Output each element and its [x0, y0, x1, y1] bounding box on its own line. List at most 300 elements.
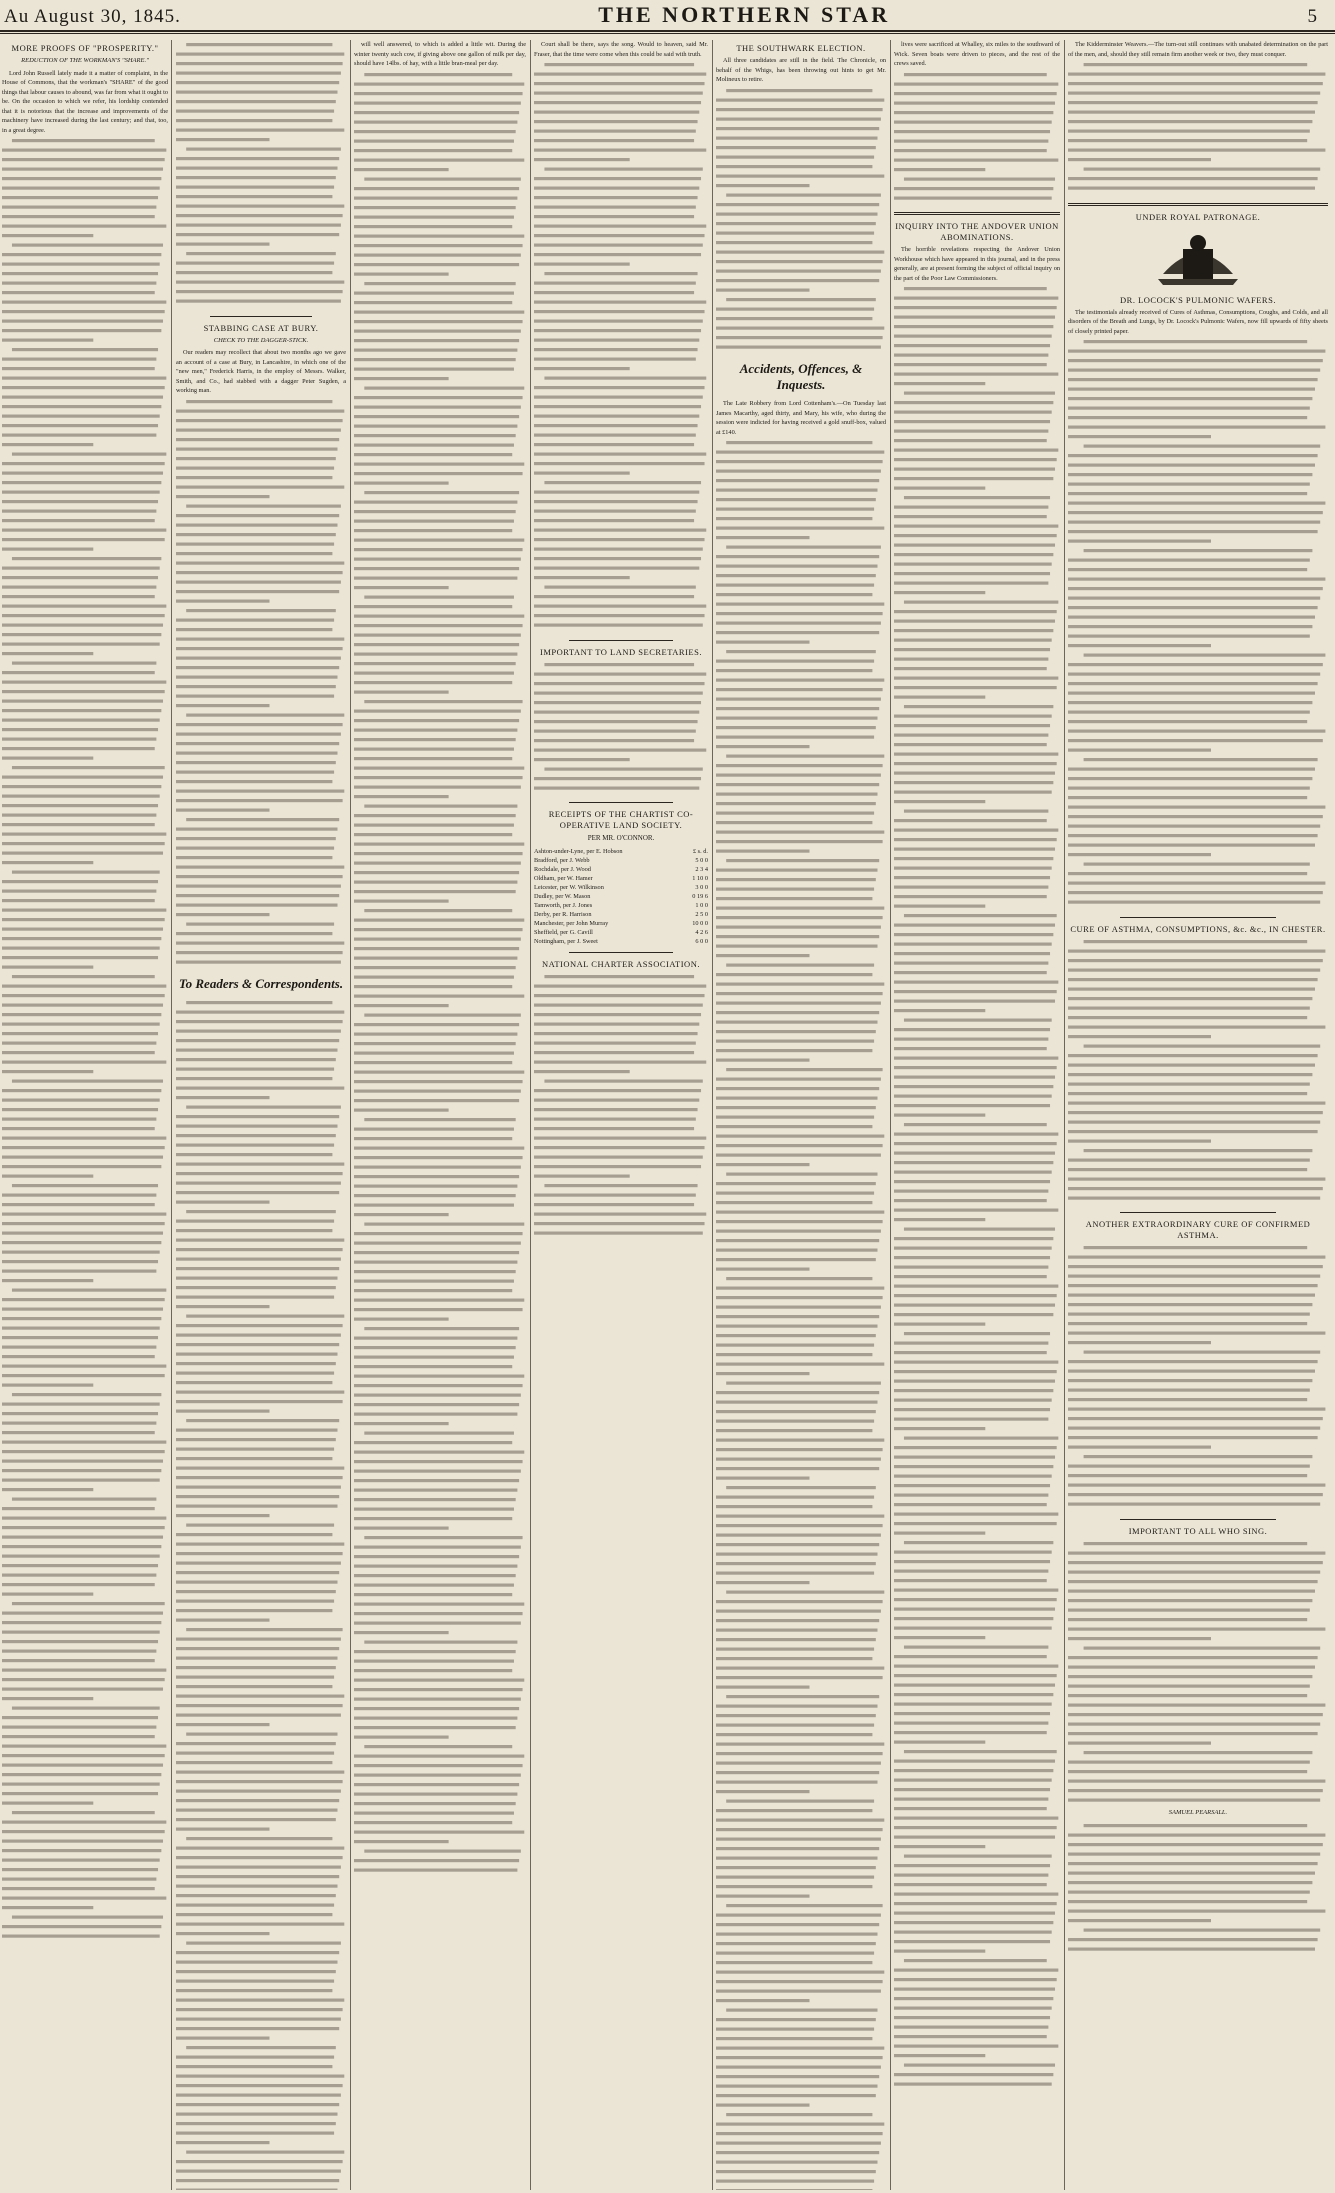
text-line	[2, 652, 93, 655]
text-line	[716, 451, 884, 454]
text-line	[716, 1876, 874, 1879]
text-line	[354, 1507, 514, 1510]
text-texture	[1068, 937, 1328, 1203]
text-line	[894, 1190, 1048, 1193]
text-line	[716, 1249, 878, 1252]
column-divider	[712, 40, 713, 2190]
text-line	[1068, 692, 1315, 695]
text-line	[2, 529, 166, 532]
text-line	[716, 1600, 883, 1603]
text-line	[354, 1441, 512, 1444]
column-divider	[350, 40, 351, 2190]
text-texture	[176, 40, 346, 306]
text-line	[1068, 949, 1325, 952]
text-line	[1068, 407, 1310, 410]
text-line	[176, 941, 344, 944]
text-line	[894, 111, 1053, 114]
text-line	[176, 761, 336, 764]
text-line	[12, 1498, 156, 1501]
text-line	[716, 1847, 879, 1850]
text-line	[894, 1294, 1057, 1297]
text-line	[534, 1146, 705, 1149]
text-line	[894, 168, 985, 171]
text-line	[2, 1327, 160, 1330]
text-line	[1068, 149, 1325, 152]
text-line	[716, 1496, 874, 1499]
text-line	[176, 72, 341, 75]
text-line	[894, 401, 1053, 404]
text-line	[716, 1562, 876, 1565]
text-line	[1068, 806, 1325, 809]
text-line	[354, 149, 512, 152]
text-line	[2, 339, 93, 342]
text-line	[354, 253, 521, 256]
text-line	[176, 675, 338, 678]
text-line	[354, 1517, 512, 1520]
text-line	[2, 1612, 163, 1615]
text-line	[2, 1099, 160, 1102]
text-line	[354, 1564, 517, 1567]
receipt-source: Bradford, per J. Webb	[534, 856, 590, 864]
text-line	[354, 377, 449, 380]
text-line	[12, 1707, 160, 1710]
text-line	[2, 415, 160, 418]
text-line	[354, 842, 524, 845]
text-line	[534, 605, 706, 608]
text-line	[894, 325, 1053, 328]
text-line	[176, 271, 332, 274]
text-line	[716, 479, 879, 482]
text-line	[176, 913, 270, 916]
text-line	[716, 1192, 874, 1195]
text-line	[2, 519, 155, 522]
text-line	[12, 139, 155, 142]
text-line	[1068, 350, 1325, 353]
text-line	[2, 1450, 165, 1453]
text-line	[534, 777, 701, 780]
text-line	[894, 92, 1057, 95]
text-line	[2, 576, 158, 579]
text-line	[176, 1562, 341, 1565]
receipt-source: Manchester, per John Murray	[534, 919, 609, 927]
text-line	[894, 525, 1058, 528]
text-line	[726, 1695, 879, 1698]
text-line	[354, 301, 512, 304]
text-line	[354, 576, 517, 579]
text-line	[894, 1551, 1052, 1554]
text-line	[2, 149, 166, 152]
text-line	[2, 586, 156, 589]
text-line	[354, 899, 449, 902]
text-line	[894, 1712, 1050, 1715]
text-line	[176, 1011, 344, 1014]
text-line	[2, 1308, 163, 1311]
text-line	[354, 871, 519, 874]
text-line	[354, 1555, 519, 1558]
text-line	[1068, 454, 1318, 457]
text-line	[894, 1722, 1048, 1725]
text-texture	[894, 284, 1060, 2089]
text-line	[176, 1239, 344, 1242]
text-line	[176, 2179, 339, 2182]
text-line	[904, 1541, 1053, 1544]
text-line	[354, 633, 521, 636]
text-line	[176, 233, 339, 236]
text-line	[354, 1479, 519, 1482]
text-line	[1068, 530, 1318, 533]
text-line	[894, 582, 1048, 585]
text-line	[894, 534, 1057, 537]
text-line	[534, 310, 705, 313]
text-line	[534, 1203, 694, 1206]
text-line	[354, 1156, 523, 1159]
text-line	[354, 757, 512, 760]
text-line	[364, 595, 514, 598]
text-line	[894, 1408, 1050, 1411]
text-line	[354, 985, 512, 988]
text-line	[354, 1678, 524, 1681]
text-line	[716, 117, 881, 120]
text-line	[1068, 720, 1307, 723]
text-line	[176, 129, 344, 132]
text-line	[2, 187, 160, 190]
text-line	[894, 2073, 1053, 2076]
text-line	[354, 462, 524, 465]
text-line	[716, 1819, 884, 1822]
text-line	[534, 529, 706, 532]
text-line	[716, 2170, 876, 2173]
text-line	[726, 1591, 884, 1594]
text-line	[716, 736, 874, 739]
text-line	[176, 1125, 338, 1128]
text-line	[186, 2151, 344, 2154]
text-line	[1068, 1265, 1323, 1268]
text-line	[2, 1118, 156, 1121]
text-line	[354, 709, 521, 712]
text-line	[894, 1503, 1047, 1506]
text-line	[894, 430, 1048, 433]
text-line	[534, 73, 706, 76]
masthead-rule-thin	[0, 33, 1335, 34]
article-paragraph: Court shall be there, says the song. Would to heaven, said Mr. Fraser, that the time were come when this could be said with truth.	[534, 41, 708, 58]
text-line	[726, 546, 881, 549]
text-line	[894, 297, 1058, 300]
text-line	[176, 542, 334, 545]
text-line	[894, 1133, 1058, 1136]
text-line	[176, 476, 332, 479]
text-line	[534, 710, 699, 713]
text-line	[354, 1355, 514, 1358]
text-line	[894, 667, 1047, 670]
notice-headline: IMPORTANT TO LAND SECRETARIES.	[540, 646, 702, 657]
text-line	[904, 392, 1055, 395]
text-line	[2, 377, 166, 380]
text-line	[534, 1060, 706, 1063]
text-line	[1068, 777, 1312, 780]
text-line	[716, 793, 878, 796]
text-line	[894, 1465, 1053, 1468]
text-line	[894, 1351, 1047, 1354]
text-line	[2, 367, 155, 370]
text-line	[716, 1030, 876, 1033]
text-line	[2, 1545, 161, 1548]
text-line	[176, 837, 336, 840]
separator	[1120, 917, 1276, 918]
text-line	[2, 1260, 158, 1263]
text-line	[176, 466, 334, 469]
text-line	[2, 1479, 160, 1482]
text-line	[894, 1560, 1050, 1563]
text-line	[534, 1098, 699, 1101]
text-line	[354, 1593, 512, 1596]
text-line	[354, 852, 523, 855]
text-line	[354, 453, 512, 456]
text-line	[726, 1173, 877, 1176]
text-line	[2, 538, 165, 541]
text-line	[2, 1555, 160, 1558]
text-line	[894, 1275, 1047, 1278]
text-line	[176, 865, 344, 868]
text-line	[894, 1731, 1047, 1734]
text-line	[894, 686, 1057, 689]
text-line	[354, 168, 449, 171]
text-line	[716, 1553, 878, 1556]
text-line	[12, 1289, 166, 1292]
text-line	[1068, 1833, 1325, 1836]
text-line	[1084, 1824, 1308, 1827]
receipt-source: Derby, per R. Harrison	[534, 910, 592, 918]
text-line	[2, 1032, 158, 1035]
text-line	[894, 658, 1048, 661]
royal-crest-icon	[1153, 229, 1243, 289]
text-line	[534, 1051, 694, 1054]
column-3	[354, 40, 526, 2190]
text-line	[1068, 1871, 1315, 1874]
text-line	[176, 2084, 343, 2087]
text-line	[1068, 1332, 1325, 1335]
text-line	[176, 1039, 339, 1042]
text-line	[176, 1951, 339, 1954]
text-line	[534, 786, 699, 789]
text-line	[1068, 635, 1310, 638]
text-line	[726, 298, 876, 301]
text-line	[176, 1096, 270, 1099]
text-line	[534, 1089, 701, 1092]
text-line	[904, 810, 1048, 813]
text-line	[716, 850, 810, 853]
text-line	[1068, 1111, 1323, 1114]
text-line	[894, 1608, 1055, 1611]
text-line	[354, 244, 523, 247]
text-line	[176, 1495, 339, 1498]
advert-body	[1068, 1539, 1328, 1809]
text-line	[2, 301, 166, 304]
text-line	[716, 1942, 876, 1945]
text-line	[544, 1079, 702, 1082]
text-line	[2, 947, 160, 950]
text-line	[716, 1961, 872, 1964]
text-line	[2, 1108, 158, 1111]
text-line	[2, 1346, 156, 1349]
text-line	[176, 110, 334, 113]
text-line	[894, 1950, 985, 1953]
text-line	[894, 1180, 1050, 1183]
text-line	[534, 206, 696, 209]
text-line	[364, 282, 515, 285]
text-line	[176, 1609, 332, 1612]
text-line	[716, 1790, 810, 1793]
text-line	[176, 552, 332, 555]
text-line	[12, 662, 156, 665]
text-line	[716, 1990, 881, 1993]
text-line	[534, 358, 696, 361]
advert-signature: SAMUEL PEARSALL.	[1168, 1809, 1228, 1816]
text-line	[894, 1076, 1055, 1079]
text-line	[176, 495, 270, 498]
text-line	[716, 2085, 878, 2088]
text-line	[354, 434, 516, 437]
text-line	[716, 2151, 879, 2154]
text-line	[894, 762, 1057, 765]
text-line	[716, 1448, 883, 1451]
text-line	[716, 1401, 878, 1404]
text-line	[716, 1952, 874, 1955]
text-line	[2, 1735, 155, 1738]
text-line	[894, 924, 1055, 927]
text-line	[894, 895, 1047, 898]
text-line	[534, 491, 699, 494]
text-line	[894, 1902, 1057, 1905]
text-line	[176, 1191, 339, 1194]
text-line	[716, 326, 884, 329]
text-line	[364, 73, 512, 76]
text-line	[716, 783, 879, 786]
text-line	[2, 1422, 156, 1425]
text-line	[716, 1078, 881, 1081]
text-line	[176, 799, 343, 802]
text-line	[534, 994, 705, 997]
text-line	[176, 647, 343, 650]
text-line	[894, 1142, 1057, 1145]
text-line	[534, 1231, 703, 1234]
text-line	[894, 1380, 1055, 1383]
text-line	[1068, 1465, 1310, 1468]
text-line	[716, 1980, 883, 1983]
text-texture	[176, 998, 346, 2190]
article-body	[534, 972, 708, 1242]
text-line	[894, 335, 1052, 338]
text-line	[186, 1733, 337, 1736]
text-line	[176, 1961, 338, 1964]
text-line	[716, 536, 810, 539]
text-line	[2, 804, 158, 807]
text-line	[894, 1589, 1058, 1592]
text-line	[534, 396, 703, 399]
text-line	[1068, 426, 1325, 429]
text-line	[1068, 158, 1211, 161]
text-line	[716, 603, 884, 606]
text-line	[534, 1013, 701, 1016]
text-line	[176, 1771, 344, 1774]
text-line	[716, 973, 872, 976]
text-line	[716, 279, 879, 282]
text-line	[2, 776, 163, 779]
text-line	[2, 1868, 158, 1871]
text-line	[354, 1108, 449, 1111]
text-line	[354, 1526, 449, 1529]
text-line	[354, 690, 449, 693]
text-line	[354, 1089, 521, 1092]
receipt-source: Rochdale, per J. Wood	[534, 865, 591, 873]
text-line	[716, 1125, 872, 1128]
text-line	[716, 1524, 883, 1527]
text-line	[2, 700, 163, 703]
text-line	[176, 514, 339, 517]
text-line	[354, 880, 517, 883]
text-line	[716, 1971, 884, 1974]
text-line	[364, 1222, 524, 1225]
text-line	[894, 772, 1055, 775]
text-line	[12, 766, 165, 769]
text-line	[176, 2037, 270, 2040]
text-line	[894, 411, 1052, 414]
text-line	[1084, 445, 1321, 448]
text-line	[176, 1277, 338, 1280]
text-line	[354, 643, 519, 646]
text-line	[176, 1429, 338, 1432]
text-line	[2, 1669, 166, 1672]
text-line	[716, 679, 884, 682]
text-line	[894, 1969, 1058, 1972]
receipt-amount: 3 0 0	[695, 883, 708, 891]
text-line	[544, 767, 702, 770]
text-line	[716, 508, 874, 511]
text-line	[2, 1203, 155, 1206]
text-line	[534, 291, 694, 294]
column-divider	[1064, 40, 1065, 2190]
text-line	[534, 1136, 706, 1139]
article-body	[176, 40, 346, 310]
text-line	[176, 1657, 338, 1660]
text-line	[176, 81, 339, 84]
text-line	[716, 517, 872, 520]
text-line	[904, 705, 1053, 708]
text-line	[2, 1925, 161, 1928]
text-line	[176, 1372, 334, 1375]
article-paragraph: The Late Robbery from Lord Cottenham's.—On Tuesday last James Macarthy, aged thirty, and Mary, his wife, who during the session were indicted for having received a gold snuff-box, valued at £140.	[716, 400, 886, 436]
text-line	[186, 713, 344, 716]
text-line	[716, 1220, 883, 1223]
text-line	[354, 1545, 521, 1548]
text-line	[894, 1028, 1050, 1031]
text-line	[2, 310, 165, 313]
text-line	[354, 1393, 521, 1396]
text-line	[1068, 82, 1323, 85]
text-line	[2, 785, 161, 788]
text-line	[534, 301, 706, 304]
article-paragraph: will well answered, to which is added a little wit. During the winter twenty such cow, if giving above one gallon of milk per day, should have 14lbs. of hay, with a little bran-meal per day.	[354, 41, 526, 67]
text-line	[716, 1543, 879, 1546]
text-line	[904, 2064, 1055, 2067]
text-line	[534, 187, 699, 190]
text-line	[1068, 1446, 1211, 1449]
text-line	[894, 886, 1048, 889]
text-line	[354, 1127, 514, 1130]
text-line	[354, 130, 516, 133]
patronage-headline: UNDER ROYAL PATRONAGE.	[1135, 211, 1261, 222]
text-line	[354, 557, 521, 560]
article-body	[894, 284, 1060, 2093]
